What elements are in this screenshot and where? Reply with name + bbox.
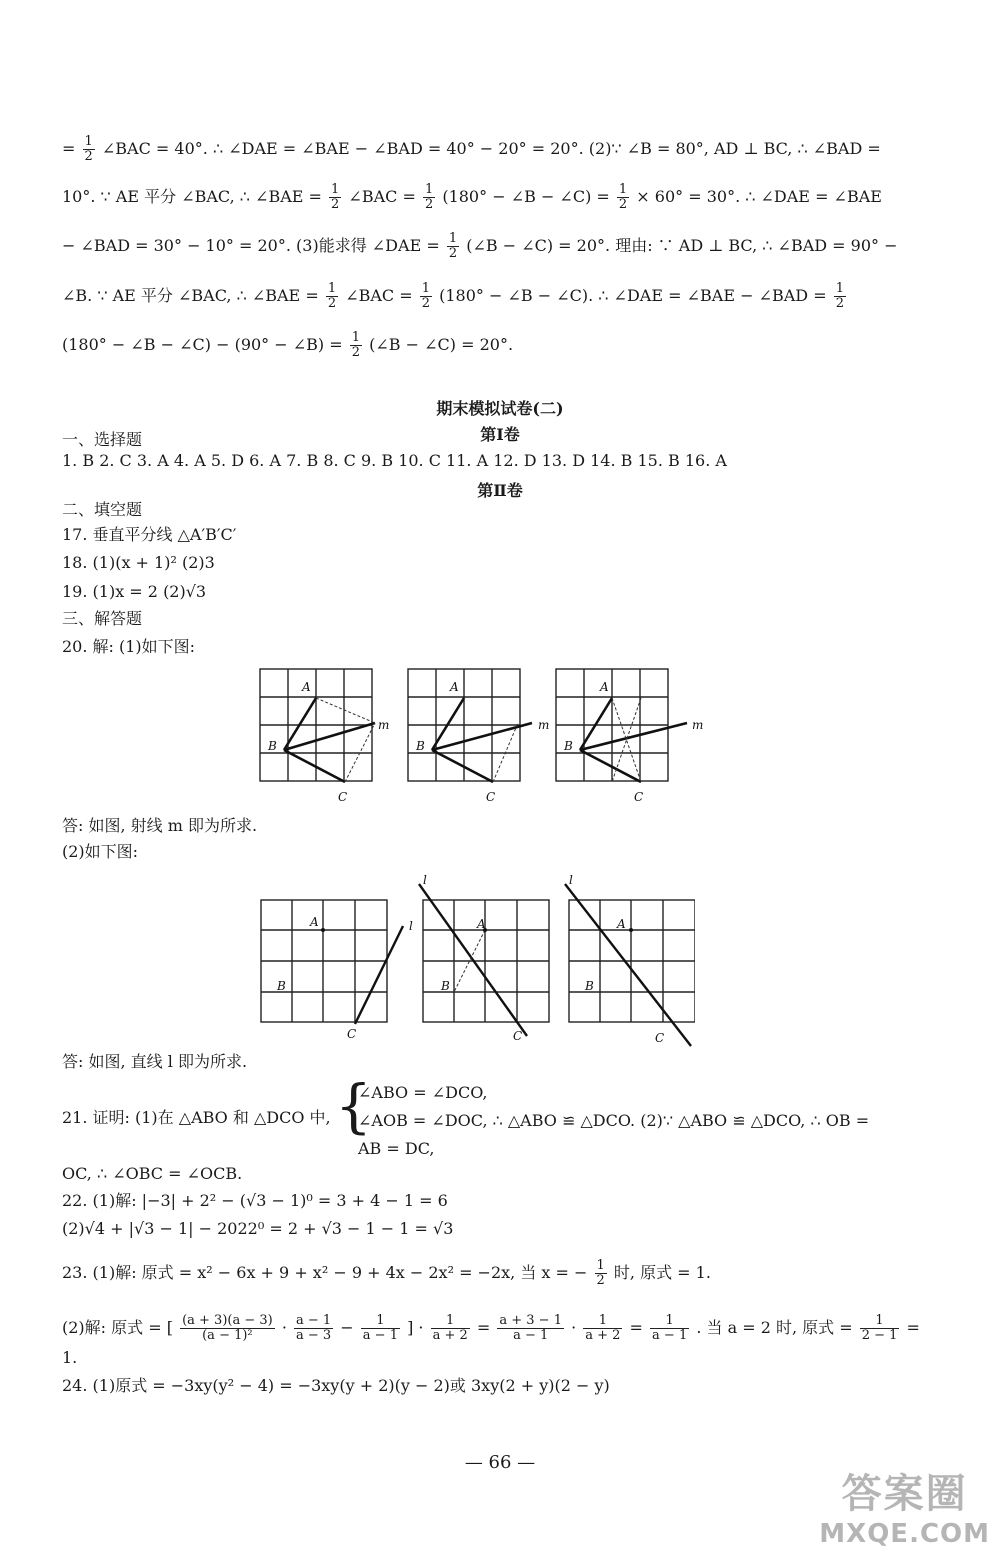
- label-B: B: [268, 739, 277, 753]
- label-B: B: [416, 739, 425, 753]
- grid-6: [569, 900, 695, 1022]
- fraction: $\frac{a + 3 - 1}{a - 1}$: [499, 1313, 562, 1343]
- fraction: $\frac{1}{2}$: [327, 281, 337, 311]
- page-number: — 66 —: [464, 1452, 536, 1473]
- answer-23-2: (2)解: 原式 = [ $\frac{(a + 3)(a - 3)}{\text{(a − 1)²}}$ · $\frac{a - 1}{a - 3}$ − $\frac{1}{a - 1}$ ] · $\frac{1}{a + 2}$ = $\frac{a + 3 - 1}{a - 1}$ · $\frac{1}{a + 2}$ = $\frac{1}{a - 1}$ . 当 a = 2 时, 原式 = $\frac{1}{2 - 1}$ =: [62, 1313, 920, 1343]
- answer-17: 17. 垂直平分线 △A′B′C′: [62, 525, 237, 544]
- answer-22-1: 22. (1)解: |−3| + 2² − (√3 − 1)⁰ = 3 + 4 − 1 = 6: [62, 1191, 448, 1210]
- label-C: C: [634, 790, 644, 804]
- figure-line-l: [255, 870, 695, 1050]
- fraction: $\frac{1}{a - 1}$: [652, 1313, 688, 1343]
- fraction: $\frac{1}{2}$: [835, 281, 844, 311]
- grid-3: [556, 669, 668, 781]
- watermark: [819, 1462, 990, 1549]
- label-C: C: [513, 1029, 523, 1043]
- label-C: C: [486, 790, 496, 804]
- label-B: B: [441, 979, 450, 993]
- figure-ray-m: [250, 663, 720, 813]
- fraction: $\frac{1}{2}$: [351, 330, 361, 360]
- label-A: A: [600, 680, 609, 694]
- choice-answers: 1. B 2. C 3. A 4. A 5. D 6. A 7. B 8. C 9. B 10. C 11. A 12. D 13. D 14. B 15. B 16. A: [62, 451, 727, 470]
- fraction: $\frac{1}{2}$: [448, 231, 458, 261]
- label-m: m: [378, 718, 390, 732]
- fraction: $\frac{(a + 3)(a - 3)}{\text{(a − 1)²}}$: [182, 1313, 273, 1343]
- label-C: C: [655, 1031, 665, 1045]
- answer-24-1: 24. (1)原式 = −3xy(y² − 4) = −3xy(y + 2)(y − 2)或 3xy(2 + y)(2 − y): [62, 1376, 610, 1395]
- fraction: $\frac{1}{2}$: [596, 1258, 605, 1288]
- section-solve: 三、解答题: [62, 609, 143, 628]
- intro-line-5: (180° − ∠B − ∠C) − (90° − ∠B) = $\frac{1}{2}$ (∠B − ∠C) = 20°.: [62, 330, 514, 360]
- label-A: A: [450, 680, 459, 694]
- grid-1: [260, 669, 372, 781]
- answer-20-heading: 20. 解: (1)如下图:: [62, 637, 196, 656]
- volume-2-title: 第Ⅱ卷: [477, 481, 523, 500]
- label-C: C: [338, 790, 348, 804]
- answer-21-lead: 21. 证明: (1)在 △ABO 和 △DCO 中,: [62, 1108, 331, 1127]
- label-A: A: [477, 917, 486, 931]
- label-A: A: [617, 917, 626, 931]
- fraction: $\frac{1}{2}$: [424, 182, 434, 212]
- label-A: A: [302, 680, 311, 694]
- answer-21-cond-2: ∠AOB = ∠DOC, ∴ △ABO ≌ △DCO. (2)∵ △ABO ≌ △DCO, ∴ OB =: [358, 1111, 870, 1130]
- intro-line-3: − ∠BAD = 30° − 10° = 20°. (3)能求得 ∠DAE = $\frac{1}{2}$ (∠B − ∠C) = 20°. 理由: ∵ AD ⊥ BC, ∴ ∠BAD = 90° −: [62, 231, 898, 261]
- fraction: $\frac{1}{a - 1}$: [362, 1313, 398, 1343]
- watermark-brand: 答案圈: [841, 1471, 968, 1517]
- answer-23-2-result: 1.: [62, 1348, 78, 1367]
- exam-title: 期末模拟试卷(二): [436, 399, 564, 418]
- grid-4: [261, 900, 387, 1022]
- fraction: $\frac{1}{2 - 1}$: [861, 1313, 898, 1343]
- fraction: $\frac{1}{a + 2}$: [585, 1313, 621, 1343]
- answer-19: 19. (1)x = 2 (2)√3: [62, 582, 207, 601]
- answer-21-cond-3: AB = DC,: [358, 1139, 435, 1158]
- label-A: A: [310, 915, 319, 929]
- answer-23-1: 23. (1)解: 原式 = x² − 6x + 9 + x² − 9 + 4x − 2x² = −2x, 当 x = − $\frac{1}{2}$ 时, 原式 = 1.: [62, 1258, 711, 1288]
- grid-2: [408, 669, 520, 781]
- label-B: B: [585, 979, 594, 993]
- answer-21-tail: OC, ∴ ∠OBC = ∠OCB.: [62, 1164, 243, 1183]
- answer-20-2-conclusion: 答: 如图, 直线 l 即为所求.: [62, 1052, 248, 1071]
- brace: {: [335, 1072, 372, 1140]
- section-choice: 一、选择题: [62, 430, 143, 449]
- fraction: $\frac{1}{2}$: [421, 281, 431, 311]
- intro-line-1: = $\frac{1}{2}$ ∠BAC = 40°. ∴ ∠DAE = ∠BAE − ∠BAD = 40° − 20° = 20°. (2)∵ ∠B = 80°, AD ⊥ BC, ∴ ∠BAD =: [62, 134, 881, 164]
- section-fill: 二、填空题: [62, 500, 143, 519]
- label-l: l: [409, 919, 413, 933]
- fraction: $\frac{1}{2}$: [84, 134, 93, 164]
- fraction: $\frac{1}{a + 2}$: [432, 1313, 468, 1343]
- intro-line-2: 10°. ∵ AE 平分 ∠BAC, ∴ ∠BAE = $\frac{1}{2}$ ∠BAC = $\frac{1}{2}$ (180° − ∠B − ∠C) = $\frac{1}{2}$ × 60° = 30°. ∴ ∠DAE = ∠BAE: [62, 182, 882, 212]
- fraction: $\frac{a - 1}{a - 3}$: [296, 1313, 332, 1343]
- label-C: C: [347, 1027, 357, 1041]
- answer-18: 18. (1)(x + 1)² (2)3: [62, 553, 215, 572]
- label-m: m: [692, 718, 704, 732]
- label-B: B: [277, 979, 286, 993]
- label-l: l: [569, 873, 573, 887]
- intro-line-4: ∠B. ∵ AE 平分 ∠BAC, ∴ ∠BAE = $\frac{1}{2}$ ∠BAC = $\frac{1}{2}$ (180° − ∠B − ∠C). ∴ ∠DAE = ∠BAE − ∠BAD = $\frac{1}{2}$: [62, 281, 844, 311]
- label-l: l: [423, 873, 427, 887]
- fraction: $\frac{1}{2}$: [331, 182, 340, 212]
- answer-21-cond-1: ∠ABO = ∠DCO,: [358, 1083, 488, 1102]
- volume-1-title: 第Ⅰ卷: [480, 425, 520, 444]
- label-m: m: [538, 718, 550, 732]
- answer-20-2-heading: (2)如下图:: [62, 842, 139, 861]
- label-B: B: [564, 739, 573, 753]
- watermark-site: MXQE.COM: [819, 1519, 990, 1549]
- fraction: $\frac{1}{2}$: [618, 182, 628, 212]
- answer-22-2: (2)√4 + |√3 − 1| − 2022⁰ = 2 + √3 − 1 − 1 = √3: [62, 1219, 454, 1238]
- answer-20-1-conclusion: 答: 如图, 射线 m 即为所求.: [62, 816, 258, 835]
